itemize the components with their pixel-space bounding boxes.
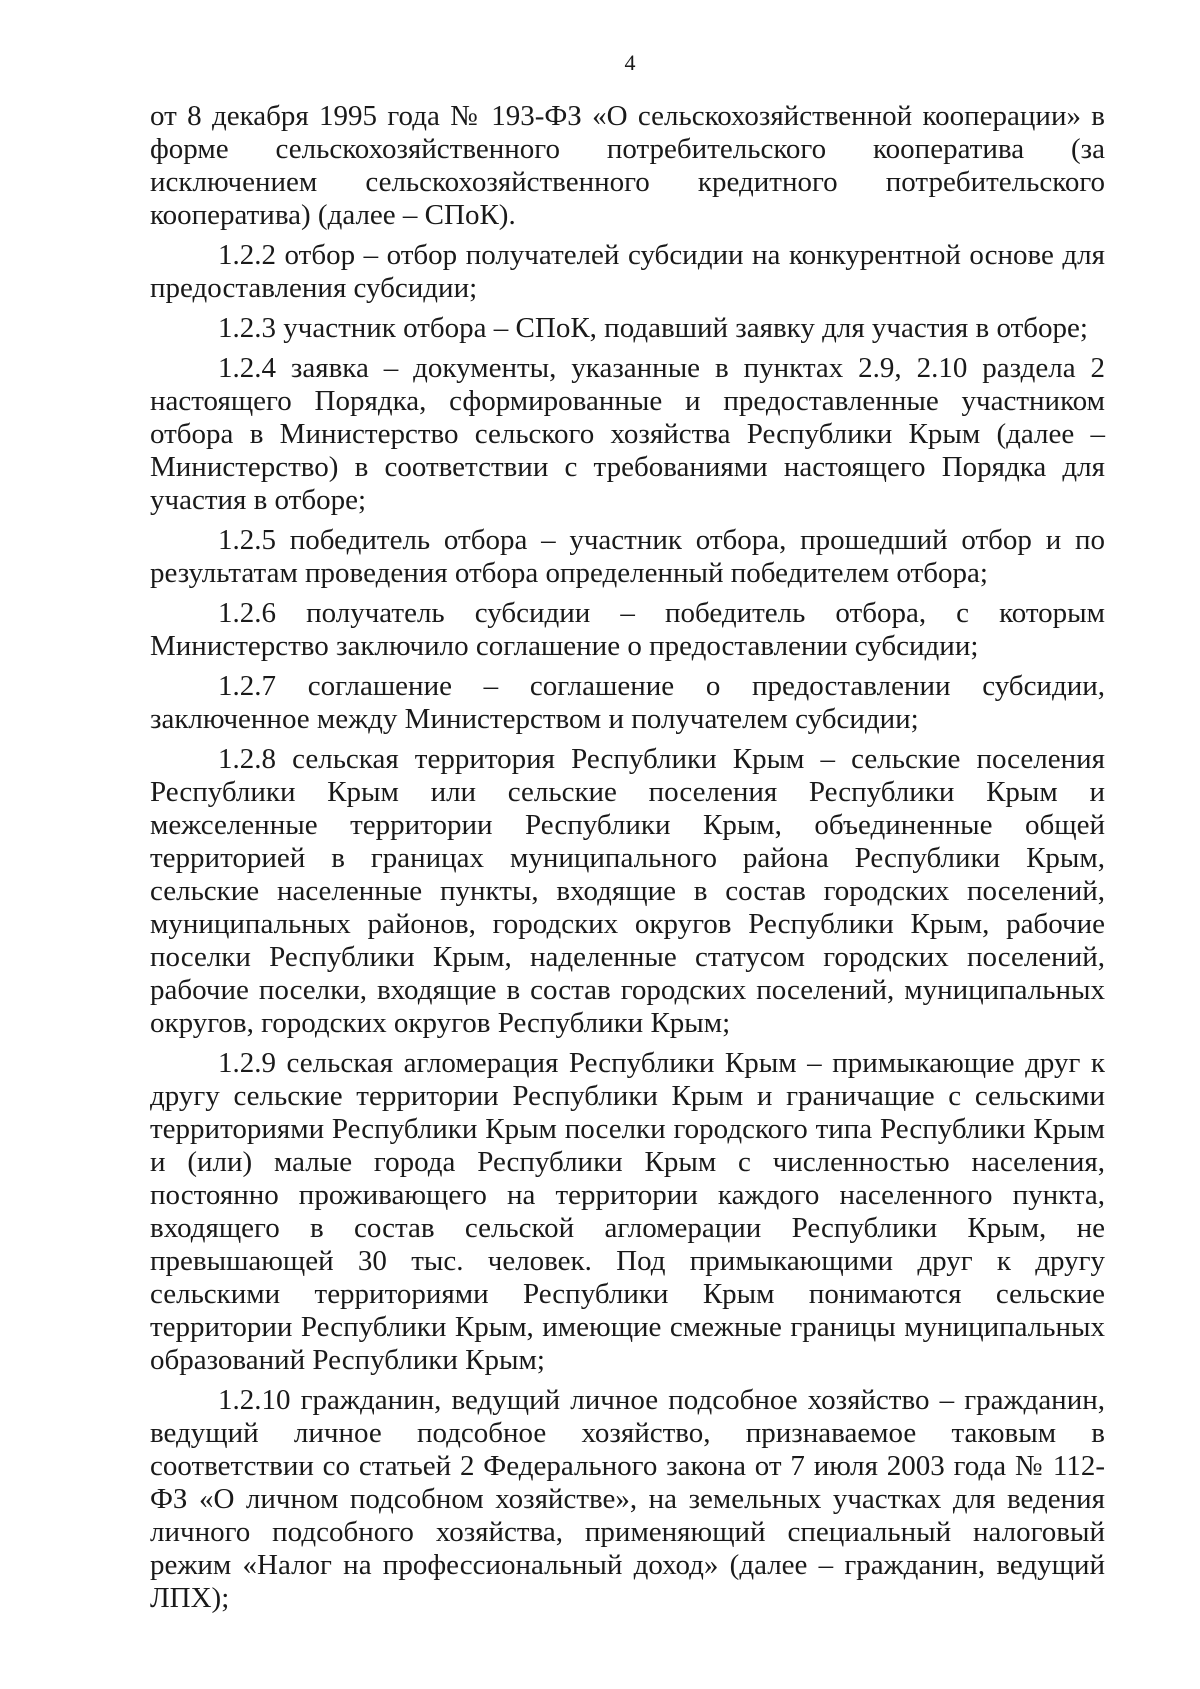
paragraph-1-2-8: 1.2.8 сельская территория Республики Крым – сельские поселения Республики Крым или сельские поселения Республики Крым и межселенные территории Республики Крым, объединенные общей территорией в границах муниципального района Республики Крым, сельские населенные пункты, входящие в состав городских поселений, муниципальных районов, городских округов Республики Крым, рабочие поселки Республики Крым, наделенные статусом городских поселений, рабочие поселки, входящие в состав городских поселений, муниципальных округов, городских округов Республики Крым; <box>150 743 1105 1039</box>
paragraph-1-2-7: 1.2.7 соглашение – соглашение о предоставлении субсидии, заключенное между Министерством и получателем субсидии; <box>150 670 1105 735</box>
paragraph-1-2-4: 1.2.4 заявка – документы, указанные в пунктах 2.9, 2.10 раздела 2 настоящего Порядка, сформированные и предоставленные участником отбора в Министерство сельского хозяйства Республики Крым (далее – Министерство) в соответствии с требованиями настоящего Порядка для участия в отборе; <box>150 352 1105 516</box>
paragraph-1-2-6: 1.2.6 получатель субсидии – победитель отбора, с которым Министерство заключило соглашение о предоставлении субсидии; <box>150 597 1105 662</box>
paragraph-1-2-9: 1.2.9 сельская агломерация Республики Крым – примыкающие друг к другу сельские территории Республики Крым и граничащие с сельскими территориями Республики Крым поселки городского типа Республики Крым и (или) малые города Республики Крым с численностью населения, постоянно проживающего на территории каждого населенного пункта, входящего в состав сельской агломерации Республики Крым, не превышающей 30 тыс. человек. Под примыкающими друг к другу сельскими территориями Республики Крым понимаются сельские территории Республики Крым, имеющие смежные границы муниципальных образований Республики Крым; <box>150 1047 1105 1376</box>
document-body <box>150 100 1105 1622</box>
paragraph-1-2-5: 1.2.5 победитель отбора – участник отбора, прошедший отбор и по результатам проведения отбора определенный победителем отбора; <box>150 524 1105 589</box>
paragraph-1-2-3: 1.2.3 участник отбора – СПоК, подавший заявку для участия в отборе; <box>218 312 1088 344</box>
paragraph-continuation: от 8 декабря 1995 года № 193-ФЗ «О сельскохозяйственной кооперации» в форме сельскохозяйственного потребительского кооператива (за исключением сельскохозяйственного кредитного потребительского кооператива) (далее – СПоК). <box>150 100 1105 231</box>
paragraph-1-2-2: 1.2.2 отбор – отбор получателей субсидии на конкурентной основе для предоставления субсидии; <box>150 239 1105 304</box>
page-number: 4 <box>624 50 636 75</box>
paragraph-1-2-10: 1.2.10 гражданин, ведущий личное подсобное хозяйство – гражданин, ведущий личное подсобное хозяйство, признаваемое таковым в соответствии со статьей 2 Федерального закона от 7 июля 2003 года № 112-ФЗ «О личном подсобном хозяйстве», на земельных участках для ведения личного подсобного хозяйства, применяющий специальный налоговый режим «Налог на профессиональный доход» (далее – гражданин, ведущий ЛПХ); <box>150 1384 1105 1614</box>
